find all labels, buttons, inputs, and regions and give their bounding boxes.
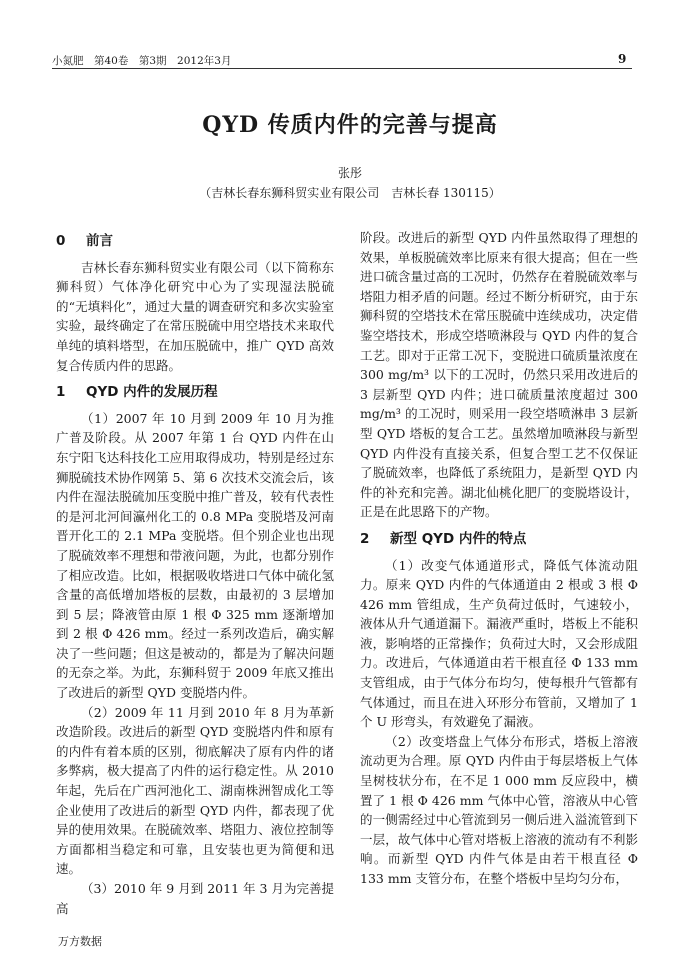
author-name: 张彤 — [337, 166, 362, 180]
intro-paragraph: 吉林长春东狮科贸实业有限公司（以下简称东狮科贸）气体净化研究中心为了实现湿法脱硫的“无填料化”，通过大量的调查研究和多次实验室实验，最终确定了在常压脱硫中用空塔技术来取代单纯的填料塔型，在加压脱硫中，推广 QYD 高效复合传质内件的思路。 — [56, 259, 334, 373]
section-title: 前言 — [86, 233, 113, 249]
paragraph: （1）改变气体通道形式，降低气体流动阻力。原来 QYD 内件的气体通道由 2 根或 3 根 Φ 426 mm 管组成，生产负荷过低时，气速较小，液体从升气通道漏下。漏液严重时，塔板上不能积液，影响塔的正常操作；负荷过大时，又会形成阻力。改进后，气体通道由若干根直径 Φ 133 mm 支管组成，由于气体分布均匀，使每根升气管都有气体通过，而且在进入环形分布管前，又增加了 1 个 U 形弯头，有效避免了漏液。 — [360, 557, 638, 730]
page-number: 9 — [618, 52, 627, 66]
section-heading-0 — [56, 232, 334, 252]
right-column — [360, 228, 638, 889]
paragraph: （2）改变塔盘上气体分布形式，塔板上溶液流动更为合理。原 QYD 内件由于每层塔板上气体呈树枝状分布，在不足 1 000 mm 反应段中，横置了 1 根 Φ 426 mm 气体中心管，溶液从中心管的一侧需经过中心管流到另一侧后进入溢流管到下一层，故气体中心管对塔板上溶液的流动有不利影响。而新型 QYD 内件气体是由若干根直径 Φ 133 mm 支管分布，在整个塔板中呈均匀分布， — [360, 733, 638, 886]
left-column — [56, 228, 334, 918]
section-number: 0 — [56, 233, 66, 249]
paragraph: （1）2007 年 10 月到 2009 年 10 月为推广普及阶段。从 2007 年第 1 台 QYD 内件在山东宁阳飞达科技化工应用取得成功，特别是经过东狮脱硫技术协作网第 5、第 6 次技术交流会后，该内件在湿法脱硫加压变脱中推广普及，较有代表性的是河北河间瀛州化工的 0.8 MPa 变脱塔及河南晋开化工的 2.1 MPa 变脱塔。但个别企业也出现了脱硫效率不理想和带液问题，为此，也都分别作了相应改造。比如，根据吸收塔进口气体中硫化氢含量的高低增加塔板的层数，由最初的 3 层增加到 5 层；降液管由原 1 根 Φ 325 mm 逐渐增加到 2 根 Φ 426 mm。经过一系列改造后，确实解决了一些问题；但这是被动的，都是为了解决问题的无奈之举。为此，东狮科贸于 2009 年底又推出了改进后的新型 QYD 变脱塔内件。 — [56, 410, 334, 701]
paragraph: 阶段。改进后的新型 QYD 内件虽然取得了理想的效果，单板脱硫效率比原来有很大提高；但在一些进口硫含量过高的工况时，仍然存在着脱硫效率与塔阻力相矛盾的问题。经过不断分析研究，由于东狮科贸的空塔技术在常压脱硫中连续成功，决定借鉴空塔技术，形成空塔喷淋段与 QYD 内件的复合工艺。即对于正常工况下，变脱进口硫质量浓度在 300 mg/m³ 以下的工况时，仍然只采用改进后的 3 层新型 QYD 内件；进口硫质量浓度超过 300 mg/m³ 的工况时，则采用一段空塔喷淋串 3 层新型 QYD 塔板的复合工艺。虽然增加喷淋段与新型 QYD 内件没有直接关系，但复合型工艺不仅保证了脱硫效率，也降低了系统阻力，是新型 QYD 内件的补充和完善。湖北仙桃化肥厂的变脱塔设计，正是在此思路下的产物。 — [360, 230, 638, 520]
header-rule — [52, 68, 632, 69]
section-heading-1 — [56, 383, 334, 403]
section-heading-2 — [360, 530, 638, 550]
section-number: 1 — [56, 384, 66, 401]
watermark-footer: 万方数据 — [58, 935, 102, 948]
section-title: QYD 内件的发展历程 — [86, 384, 218, 401]
section-number: 2 — [360, 530, 370, 547]
paragraph: （2）2009 年 11 月到 2010 年 8 月为革新改造阶段。改进后的新型 QYD 变脱塔内件和原有的内件有着本质的区别，彻底解决了原有内件的诸多弊病，极大提高了内件的运行稳定性。从 2010 年起，先后在广西河池化工、湖南株洲智成化工等企业使用了改进后的新型 QYD 内件，都表现了优异的使用效果。在脱硫效率、塔阻力、液位控制等方面都相当稳定和可靠，且安装也更为简便和迅速。 — [56, 704, 334, 877]
section-title: 新型 QYD 内件的特点 — [390, 530, 527, 547]
article-title: QYD 传质内件的完善与提高 — [202, 112, 498, 138]
paragraph: （3）2010 年 9 月到 2011 年 3 月为完善提高 — [56, 881, 334, 916]
running-header: 小氮肥 第40卷 第3期 2012年3月 — [52, 55, 232, 67]
author-affiliation: （吉林长春东狮科贸实业有限公司 吉林长春 130115） — [199, 186, 501, 200]
